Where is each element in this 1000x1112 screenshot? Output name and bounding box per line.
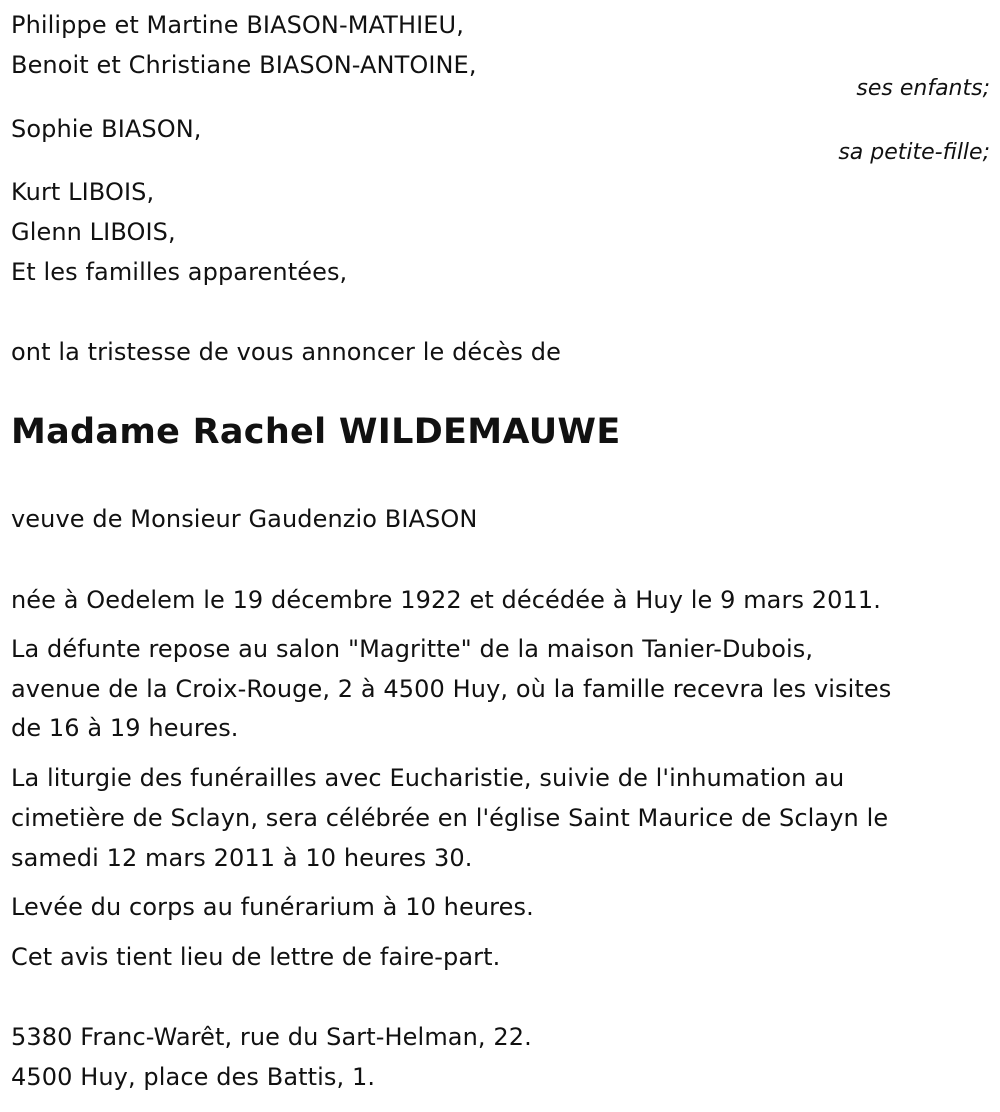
birth-death-line: née à Oedelem le 19 décembre 1922 et décédée à Huy le 9 mars 2011.	[11, 586, 881, 614]
family-line-1: Philippe et Martine BIASON-MATHIEU,	[11, 11, 464, 39]
role-children: ses enfants;	[856, 76, 990, 101]
deceased-name: Madame Rachel WILDEMAUWE	[11, 412, 621, 452]
rest-line-3: de 16 à 19 heures.	[11, 714, 239, 742]
role-granddaughter: sa petite-fille;	[838, 140, 990, 165]
notice-line: Cet avis tient lieu de lettre de faire-part.	[11, 943, 501, 971]
rest-line-1: La défunte repose au salon "Magritte" de la maison Tanier-Dubois,	[11, 635, 814, 663]
family-line-6: Et les familles apparentées,	[11, 258, 348, 286]
liturgy-line-3: samedi 12 mars 2011 à 10 heures 30.	[11, 844, 473, 872]
liturgy-line-2: cimetière de Sclayn, sera célébrée en l'église Saint Maurice de Sclayn le	[11, 804, 889, 832]
levee-line: Levée du corps au funérarium à 10 heures.	[11, 893, 534, 921]
announcement-intro: ont la tristesse de vous annoncer le décès de	[11, 338, 561, 366]
family-line-4: Kurt LIBOIS,	[11, 178, 155, 206]
widow-line: veuve de Monsieur Gaudenzio BIASON	[11, 505, 478, 533]
family-line-5: Glenn LIBOIS,	[11, 218, 176, 246]
rest-line-2: avenue de la Croix-Rouge, 2 à 4500 Huy, où la famille recevra les visites	[11, 675, 892, 703]
address-line-2: 4500 Huy, place des Battis, 1.	[11, 1063, 376, 1091]
address-line-1: 5380 Franc-Warêt, rue du Sart-Helman, 22.	[11, 1023, 532, 1051]
liturgy-line-1: La liturgie des funérailles avec Eucharistie, suivie de l'inhumation au	[11, 764, 845, 792]
family-line-3: Sophie BIASON,	[11, 115, 202, 143]
family-line-2: Benoit et Christiane BIASON-ANTOINE,	[11, 51, 477, 79]
